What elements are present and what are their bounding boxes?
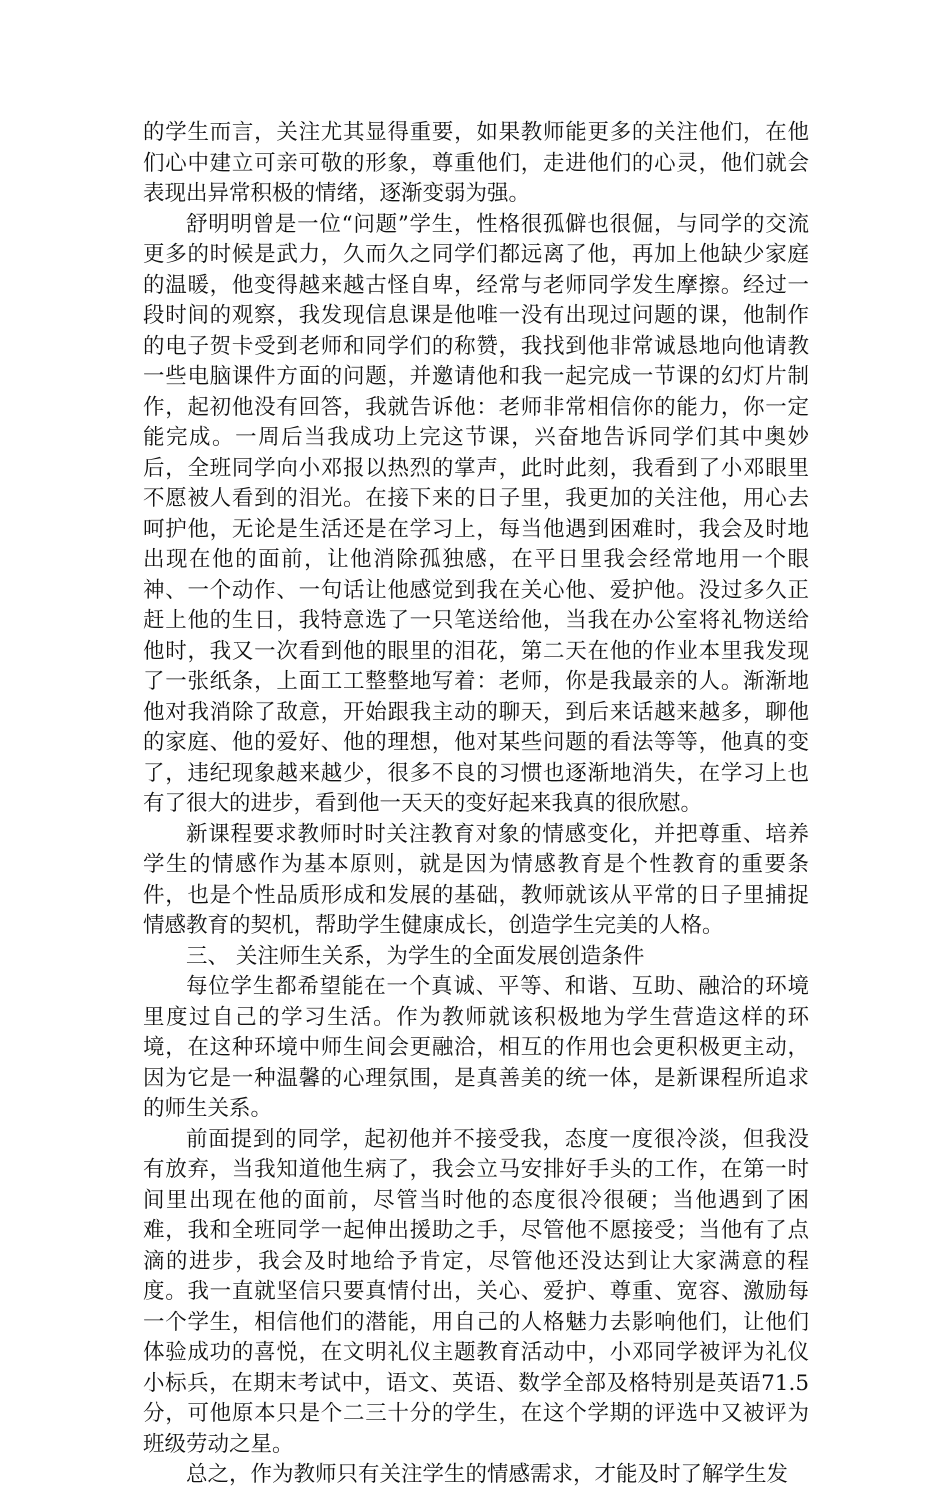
document-page (143, 118, 809, 1491)
section-heading-3: 三、 关注师生关系，为学生的全面发展创造条件 (186, 943, 645, 969)
paragraph-6: 总之，作为教师只有关注学生的情感需求，才能及时了解学生发 (186, 1462, 789, 1487)
paragraph-1: 的学生而言，关注尤其显得重要，如果教师能更多的关注他们，在他们心中建立可亲可敬的形象，尊重他们，走进他们的心灵，他们就会表现出异常积极的情绪，逐渐变弱为强。 (143, 120, 809, 206)
paragraph-4: 每位学生都希望能在一个真诚、平等、和谐、互助、融洽的环境里度过自己的学习生活。作为教师就该积极地为学生营造这样的环境，在这种环境中师生间会更融洽，相互的作用也会更积极更主动，因为它是一种温馨的心理氛围，是真善美的统一体，是新课程所追求的师生关系。 (143, 974, 809, 1121)
paragraph-2: 舒明明曾是一位“问题”学生，性格很孤僻也很倔，与同学的交流更多的时候是武力，久而久之同学们都远离了他，再加上他缺少家庭的温暖，他变得越来越古怪自卑，经常与老师同学发生摩擦。经过一段时间的观察，我发现信息课是他唯一没有出现过问题的课，他制作的电子贺卡受到老师和同学们的称赞，我找到他非常诚恳地向他请教一些电脑课件方面的问题，并邀请他和我一起完成一节课的幻灯片制作，起初他没有回答，我就告诉他：老师非常相信你的能力，你一定能完成。一周后当我成功上完这节课，兴奋地告诉同学们其中奥妙后，全班同学向小邓报以热烈的掌声，此时此刻，我看到了小邓眼里不愿被人看到的泪光。在接下来的日子里，我更加的关注他，用心去呵护他，无论是生活还是在学习上，每当他遇到困难时，我会及时地出现在他的面前，让他消除孤独感，在平日里我会经常地用一个眼神、一个动作、一句话让他感觉到我在关心他、爱护他。没过多久正赶上他的生日，我特意选了一只笔送给他，当我在办公室将礼物送给他时，我又一次看到他的眼里的泪花，第二天在他的作业本里我发现了一张纸条，上面工工整整地写着：老师，你是我最亲的人。渐渐地他对我消除了敌意，开始跟我主动的聊天，到后来话越来越多，聊他的家庭、他的爱好、他的理想，他对某些问题的看法等等，他真的变了，违纪现象越来越少，很多不良的习惯也逐渐地消失，在学习上也有了很大的进步，看到他一天天的变好起来我真的很欣慰。 (143, 211, 809, 816)
paragraph-3: 新课程要求教师时时关注教育对象的情感变化，并把尊重、培养学生的情感作为基本原则，就是因为情感教育是个性教育的重要条件，也是个性品质形成和发展的基础，教师就该从平常的日子里捕捉情感教育的契机，帮助学生健康成长，创造学生完美的人格。 (143, 821, 809, 938)
paragraph-5: 前面提到的同学，起初他并不接受我，态度一度很冷淡，但我没有放弃，当我知道他生病了，我会立马安排好手头的工作，在第一时间里出现在他的面前，尽管当时他的态度很冷很硬；当他遇到了困难，我和全班同学一起伸出援助之手，尽管他不愿接受；当他有了点滴的进步，我会及时地给予肯定，尽管他还没达到让大家满意的程度。我一直就坚信只要真情付出，关心、爱护、尊重、宽容、激励每一个学生，相信他们的潜能，用自己的人格魅力去影响他们，让他们体验成功的喜悦，在文明礼仪主题教育活动中，小邓同学被评为礼仪小标兵，在期末考试中，语文、英语、数学全部及格特别是英语71.5分，可他原本只是个二三十分的学生，在这个学期的评选中又被评为班级劳动之星。 (143, 1126, 809, 1457)
